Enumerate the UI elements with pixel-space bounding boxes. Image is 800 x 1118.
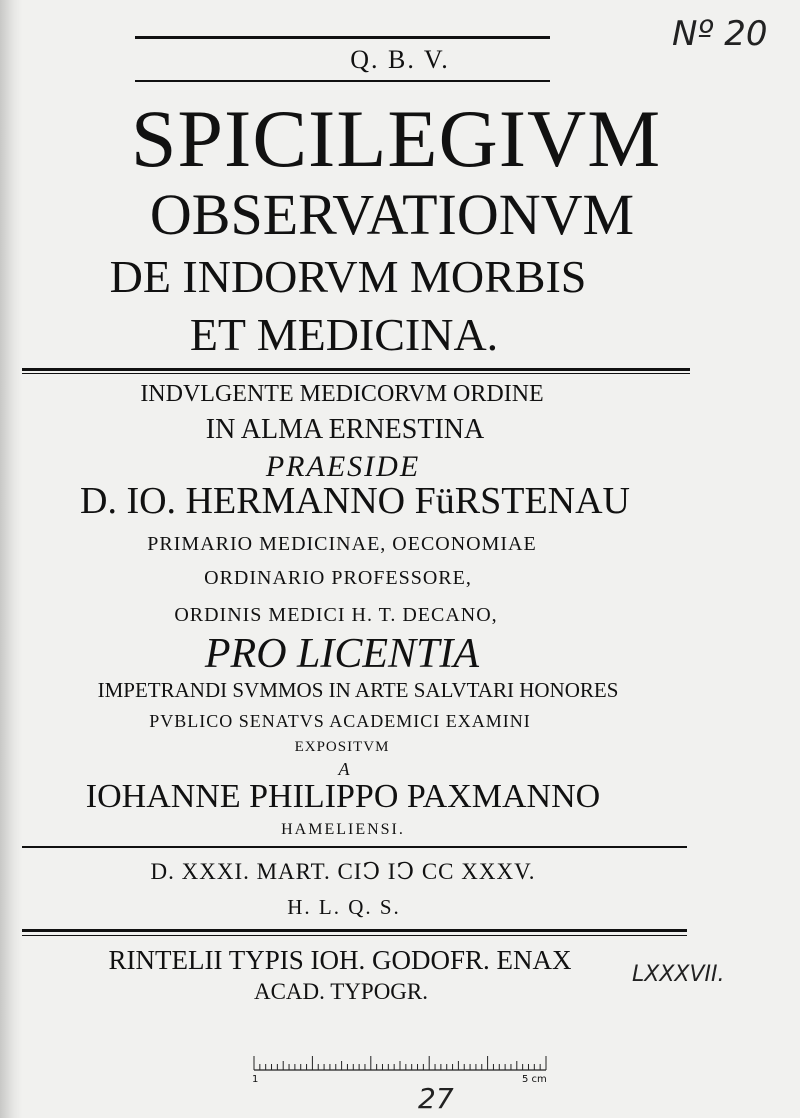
page-number-annotation: 27 bbox=[418, 1082, 454, 1115]
top-rule bbox=[135, 36, 550, 39]
title-line-3: DE INDORVM MORBIS bbox=[109, 251, 587, 302]
author: IOHANNE PHILIPPO PAXMANNO bbox=[85, 778, 601, 815]
body-line-4: D. IO. HERMANNO FüRSTENAU bbox=[80, 480, 630, 522]
body-line-2: IN ALMA ERNESTINA bbox=[205, 414, 485, 445]
author-origin: HAMELIENSI. bbox=[281, 821, 405, 838]
title-line-4: ET MEDICINA. bbox=[189, 309, 499, 360]
title-line-1: SPICILEGIVM bbox=[130, 93, 662, 184]
body-line-1: INDVLGENTE MEDICORVM ORDINE bbox=[140, 381, 544, 407]
imprint-line-2: ACAD. TYPOGR. bbox=[253, 979, 429, 1004]
catalog-number-annotation: Nº 20 bbox=[672, 14, 768, 54]
body-line-5: PRIMARIO MEDICINAE, OECONOMIAE bbox=[147, 533, 537, 555]
date-line: D. XXXI. MART. CIↃ IↃ CC XXXV. bbox=[150, 859, 536, 884]
motto: Q. B. V. bbox=[350, 45, 450, 74]
hlqs-line: H. L. Q. S. bbox=[287, 895, 401, 919]
imprint-rule-thin bbox=[22, 935, 687, 936]
body-line-7: ORDINIS MEDICI H. T. DECANO, bbox=[174, 604, 498, 626]
date-rule bbox=[22, 846, 687, 848]
scale-bar-graphic bbox=[252, 1056, 548, 1086]
body-line-9: IMPETRANDI SVMMOS IN ARTE SALVTARI HONORES bbox=[97, 678, 619, 702]
pro-licentia: PRO LICENTIA bbox=[204, 631, 480, 677]
body-line-11: EXPOSITVM bbox=[294, 739, 390, 755]
margin-number-annotation: LXXXVII. bbox=[632, 962, 725, 987]
title-line-2: OBSERVATIONVM bbox=[149, 182, 635, 247]
motto-rule bbox=[135, 80, 550, 82]
scale-bar bbox=[252, 1056, 548, 1086]
body-line-6: ORDINARIO PROFESSORE, bbox=[204, 567, 472, 589]
praeside: PRAESIDE bbox=[265, 450, 421, 483]
title-rule-thin bbox=[22, 373, 690, 374]
scale-label-left: 1 bbox=[252, 1074, 259, 1085]
scale-label-right: 5 cm bbox=[522, 1074, 547, 1085]
imprint-line-1: RINTELII TYPIS IOH. GODOFR. ENAX bbox=[108, 945, 572, 975]
body-line-10: PVBLICO SENATVS ACADEMICI EXAMINI bbox=[149, 711, 531, 731]
body-line-12: A bbox=[338, 759, 350, 779]
imprint-rule-thick bbox=[22, 929, 687, 932]
title-rule-thick bbox=[22, 368, 690, 371]
